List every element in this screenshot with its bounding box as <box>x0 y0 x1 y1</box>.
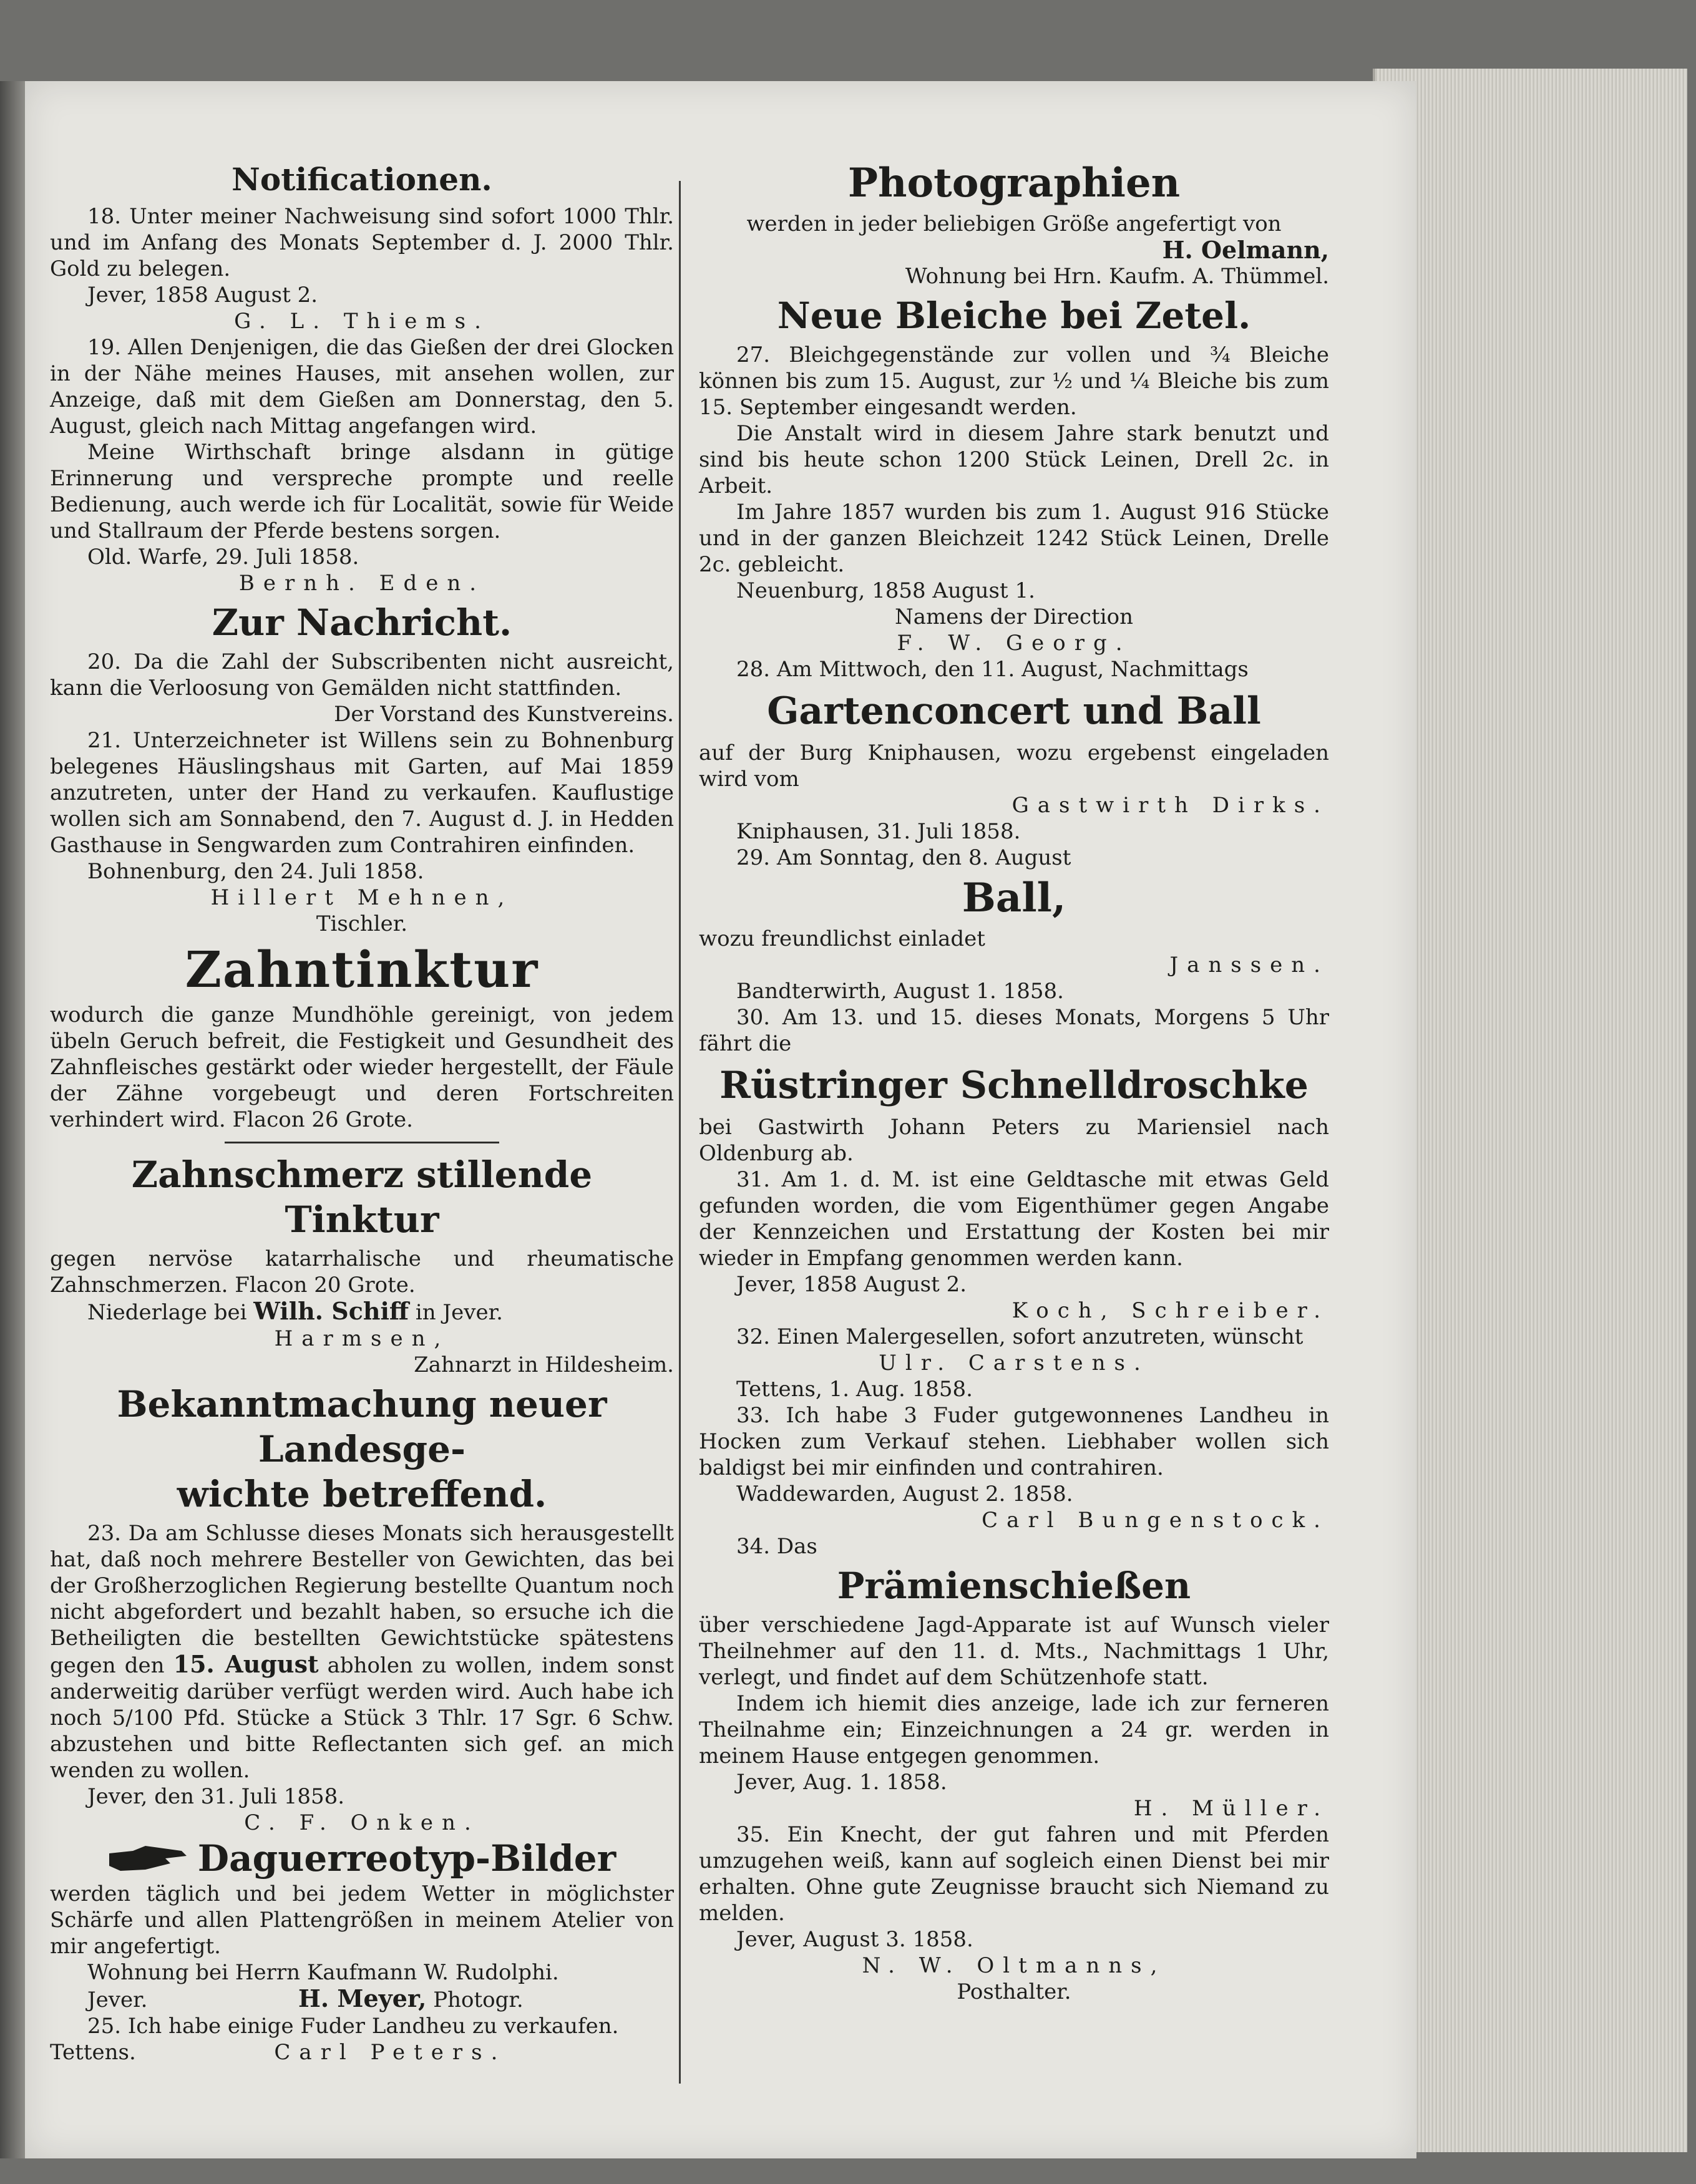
notice-30-text: 30. Am 13. und 15. dieses Monats, Morgens 5 Uhr fährt die <box>699 1005 1329 1056</box>
notice-18-place: Jever, 1858 August 2. <box>87 283 318 308</box>
notice-20-signature: Der Vorstand des Kunstvereins. <box>334 702 674 727</box>
photographien-name: H. Oelmann, <box>1162 236 1329 264</box>
notice-28-text: 28. Am Mittwoch, den 11. August, Nachmittags <box>736 657 1249 682</box>
notice-35-signature-title: Posthalter. <box>957 1979 1071 2004</box>
ball-heading: Ball, <box>962 875 1066 921</box>
notice-27-signature-1: Namens der Direction <box>895 604 1133 629</box>
notice-34-place: Jever, Aug. 1. 1858. <box>736 1770 947 1795</box>
notice-23-text <box>50 1520 674 1784</box>
book-page-edges <box>1373 69 1687 2152</box>
notice-27-signature-2: F. W. Georg. <box>897 631 1131 656</box>
notice-21-text: 21. Unterzeichneter ist Willens sein zu Bohnenburg belegenes Häuslingshaus mit Garten, auf Mai 1859 anzutreten, unter der Hand zu verkaufen. Kauflustige wollen sich am Sonnabend, den 7. August d. J. in Hedden Gasthause in Sengwarden zum Contrahiren einfinden. <box>50 728 674 858</box>
notice-19-signature: Bernh. Eden. <box>238 571 485 596</box>
notice-34-text: 34. Das <box>736 1534 817 1559</box>
notice-33-signature: Carl Bungenstock. <box>982 1508 1329 1533</box>
daguerreotyp-heading-row <box>50 1836 674 1881</box>
notice-27-place: Neuenburg, 1858 August 1. <box>736 578 1035 603</box>
notice-21-signature: Hillert Mehnen, <box>210 885 514 910</box>
notificationen-heading: Notificationen. <box>231 161 492 198</box>
notice-33-text: 33. Ich habe 3 Fuder gutgewonnenes Landheu in Hocken zum Verkauf stehen. Liebhaber wollen sich baldigst bei mir einfinden und contrahiren. <box>699 1403 1329 1480</box>
notice-23-text-b: abholen zu wollen, indem sonst anderweitig darüber verfügt werden wird. Auch habe ich noch 5/100 Pfd. Stücke a Stück 3 Thlr. 17 Sgr. 6 Schw. abzustehen und bitte Reflectanten sich gef. an mich wenden zu wollen. <box>50 1653 675 1783</box>
column-divider <box>679 181 681 2084</box>
notice-25-signature: Carl Peters. <box>274 2040 507 2065</box>
niederlage-line <box>50 1298 674 1326</box>
notice-19-text-2: Meine Wirthschaft bringe alsdann in gütige Erinnerung und verspreche prompte und reelle Bedienung, auch werde ich für Localität, sowie für Weide und Stallraum der Pferde bestens sorgen. <box>50 440 674 543</box>
niederlage-prefix: Niederlage bei <box>87 1300 247 1325</box>
notice-35-place: Jever, August 3. 1858. <box>736 1927 973 1952</box>
gartenconcert-heading: Gartenconcert und Ball <box>767 689 1261 733</box>
notice-33-place: Waddewarden, August 2. 1858. <box>736 1482 1073 1507</box>
daguerreotyp-signature-title: Photogr. <box>433 1987 524 2012</box>
notice-19-place: Old. Warfe, 29. Juli 1858. <box>87 545 359 570</box>
notice-27-text-b: Die Anstalt wird in diesem Jahre stark benutzt und sind bis heute schon 1200 Stück Leinen, Drell 2c. in Arbeit. <box>699 421 1329 498</box>
notice-25-text: 25. Ich habe einige Fuder Landheu zu verkaufen. <box>87 2014 619 2039</box>
notice-31-place: Jever, 1858 August 2. <box>736 1272 967 1297</box>
daguerreotyp-signature: H. Meyer, <box>298 1984 427 2012</box>
notice-31-signature: Koch, Schreiber. <box>1011 1298 1329 1323</box>
notice-30-text-b: bei Gastwirth Johann Peters zu Mariensiel nach Oldenburg ab. <box>699 1115 1329 1166</box>
notice-23-text-a: 23. Da am Schlusse dieses Monats sich herausgestellt hat, daß noch mehrere Besteller von Gewichten, das bei der Großherzoglichen Regierung bestellte Quantum noch nicht abgefordert und bezahlt haben, so ersuche ich die Betheiligten die bestellten Gewichtstücke spätestens gegen den <box>50 1521 674 1678</box>
notice-21-signature-title: Tischler. <box>316 911 408 936</box>
notice-32-signature: Ulr. Carstens. <box>879 1351 1149 1376</box>
zur-nachricht-heading: Zur Nachricht. <box>212 601 512 644</box>
notice-21-place: Bohnenburg, den 24. Juli 1858. <box>87 859 424 884</box>
notice-35-signature: N. W. Oltmanns, <box>862 1953 1166 1978</box>
daguerreotyp-address: Wohnung bei Herrn Kaufmann W. Rudolphi. <box>87 1960 559 1985</box>
bekanntmachung-heading-1: Bekanntmachung neuer Landesge- <box>117 1383 607 1470</box>
notice-35-text: 35. Ein Knecht, der gut fahren und mit Pferden umzugehen weiß, kann auf sogleich einen Dienst bei mir erhalten. Ohne gute Zeugnisse braucht sich Niemand zu melden. <box>699 1822 1329 1926</box>
praemienschiessen-heading: Prämienschießen <box>837 1565 1191 1607</box>
notice-31-text: 31. Am 1. d. M. ist eine Geldtasche mit etwas Geld gefunden worden, die vom Eigenthümer gegen Angabe der Kennzeichen und Erstattung der Kosten bei mir wieder in Empfang genommen werden kann. <box>699 1167 1329 1271</box>
photographien-text: werden in jeder beliebigen Größe angefertigt von <box>746 211 1282 236</box>
newspaper-page <box>25 81 1416 2158</box>
notice-29-place: Bandterwirth, August 1. 1858. <box>736 979 1064 1004</box>
notice-32-place: Tettens, 1. Aug. 1858. <box>736 1377 973 1402</box>
zahnschmerz-text: gegen nervöse katarrhalische und rheumatische Zahnschmerzen. Flacon 20 Grote. <box>50 1246 674 1298</box>
schnelldroschke-heading: Rüstringer Schnelldroschke <box>719 1064 1309 1107</box>
harmsen-signature-title: Zahnarzt in Hildesheim. <box>414 1352 674 1377</box>
notice-23-place: Jever, den 31. Juli 1858. <box>87 1784 345 1809</box>
zahntinktur-heading: Zahntinktur <box>185 940 539 999</box>
neue-bleiche-heading: Neue Bleiche bei Zetel. <box>777 294 1251 337</box>
photographien-address: Wohnung bei Hrn. Kaufm. A. Thümmel. <box>905 264 1329 289</box>
notice-25-place: Tettens. <box>50 2040 136 2065</box>
photographien-heading: Photographien <box>847 160 1181 206</box>
notice-27-text-a: 27. Bleichgegenstände zur vollen und ¾ Bleiche können bis zum 15. August, zur ½ und ¼ Bleiche bis zum 15. September eingesandt werden. <box>699 342 1329 420</box>
notice-29-text-b: wozu freundlichst einladet <box>699 926 985 951</box>
bekanntmachung-heading-2: wichte betreffend. <box>177 1473 547 1515</box>
notice-34-text-b: über verschiedene Jagd-Apparate ist auf Wunsch vieler Theilnehmer auf den 11. d. Mts., Nachmittags 1 Uhr, verlegt, und findet auf dem Schützenhofe statt. <box>699 1613 1329 1690</box>
notice-28-text-b: auf der Burg Kniphausen, wozu ergebenst eingeladen wird vom <box>699 740 1329 792</box>
notice-28-place: Kniphausen, 31. Juli 1858. <box>736 819 1021 844</box>
zahntinktur-text: wodurch die ganze Mundhöhle gereinigt, von jedem übeln Geruch befreit, die Festigkeit und Gesundheit des Zahnfleisches gestärkt oder wieder hergestellt, der Fäule der Zähne vorgebeugt und deren Fortschreiten verhindert wird. Flacon 26 Grote. <box>50 1002 674 1132</box>
pointing-hand-icon <box>108 1842 189 1875</box>
notice-29-text: 29. Am Sonntag, den 8. August <box>736 845 1071 870</box>
left-column <box>50 156 674 2065</box>
notice-34-signature: H. Müller. <box>1133 1796 1329 1821</box>
book-gutter <box>0 81 25 2158</box>
niederlage-name: Wilh. Schiff <box>253 1297 409 1325</box>
notice-32-text: 32. Einen Malergesellen, sofort anzutreten, wünscht <box>736 1324 1304 1349</box>
notice-25-line <box>50 2039 674 2065</box>
notice-34-text-c: Indem ich hiemit dies anzeige, lade ich zur ferneren Theilnahme ein; Einzeichnungen a 24 gr. werden in meinem Hause entgegen genommen. <box>699 1691 1329 1769</box>
niederlage-suffix: in Jever. <box>415 1300 503 1325</box>
daguerreotyp-text: werden täglich und bei jedem Wetter in möglichster Schärfe und allen Plattengrößen in meinem Atelier von mir angefertigt. <box>50 1881 674 1959</box>
notice-29-signature: Janssen. <box>1169 953 1329 978</box>
notice-18-text: 18. Unter meiner Nachweisung sind sofort 1000 Thlr. und im Anfang des Monats September d. J. 2000 Thlr. Gold zu belegen. <box>50 204 674 281</box>
notice-23-date: 15. August <box>173 1650 319 1678</box>
section-rule <box>225 1142 499 1143</box>
notice-27-text-c: Im Jahre 1857 wurden bis zum 1. August 916 Stücke und in der ganzen Bleichzeit 1242 Stück Leinen, Drelle 2c. gebleicht. <box>699 500 1329 577</box>
notice-19-text: 19. Allen Denjenigen, die das Gießen der drei Glocken in der Nähe meines Hauses, mit ansehen wollen, zur Anzeige, daß mit dem Gießen am Donnerstag, den 5. August, gleich nach Mittag angefangen wird. <box>50 335 674 439</box>
notice-18-signature: G. L. Thiems. <box>234 309 490 334</box>
zahnschmerz-heading: Zahnschmerz stillende Tinktur <box>131 1153 593 1241</box>
daguerreotyp-heading: Daguerreotyp-Bilder <box>197 1837 617 1880</box>
harmsen-signature: Harmsen, <box>274 1326 450 1351</box>
daguerreotyp-place: Jever. <box>87 1987 148 2012</box>
notice-28-signature: Gastwirth Dirks. <box>1011 793 1329 818</box>
right-column <box>699 156 1329 2005</box>
daguerreotyp-signature-line <box>50 1986 674 2013</box>
notice-20-text: 20. Da die Zahl der Subscribenten nicht ausreicht, kann die Verloosung von Gemälden nicht stattfinden. <box>50 649 674 701</box>
notice-23-signature: C. F. Onken. <box>244 1810 480 1835</box>
